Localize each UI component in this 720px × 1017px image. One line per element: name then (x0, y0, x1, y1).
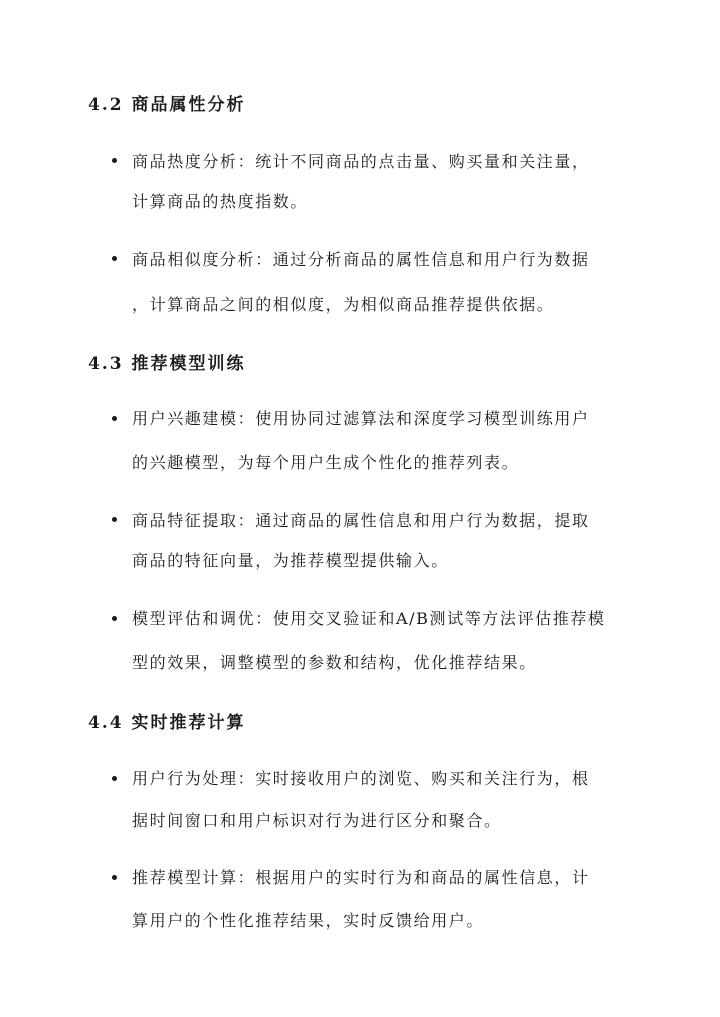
bullet-dot (112, 517, 117, 522)
section-heading-4-3: 4.3 推荐模型训练 (88, 354, 246, 374)
bullet-text-line: 商品的特征向量，为推荐模型提供输入。 (132, 551, 449, 570)
bullet-dot (112, 616, 117, 621)
bullet-text-line: 据时间窗口和用户标识对行为进行区分和聚合。 (132, 811, 502, 830)
section-heading-4-2: 4.2 商品属性分析 (88, 95, 246, 115)
bullet-text-line: 商品热度分析：统计不同商品的点击量、购买量和关注量， (132, 152, 590, 171)
bullet-text-line: 商品相似度分析：通过分析商品的属性信息和用户行为数据 (132, 250, 590, 269)
bullet-text-line: 用户行为处理：实时接收用户的浏览、购买和关注行为，根 (132, 769, 590, 788)
bullet-text-line: 用户兴趣建模：使用协同过滤算法和深度学习模型训练用户 (132, 409, 590, 428)
section-heading-4-4: 4.4 实时推荐计算 (88, 713, 246, 733)
bullet-dot (112, 776, 117, 781)
bullet-dot (112, 158, 117, 163)
bullet-text-line: 算用户的个性化推荐结果，实时反馈给用户。 (132, 911, 485, 930)
bullet-text-line: 推荐模型计算：根据用户的实时行为和商品的属性信息，计 (132, 868, 590, 887)
bullet-text-line: 的兴趣模型，为每个用户生成个性化的推荐列表。 (132, 453, 520, 472)
bullet-dot (112, 875, 117, 880)
bullet-text-line: 计算商品的热度指数。 (132, 192, 309, 211)
bullet-text-line: ，计算商品之间的相似度，为相似商品推荐提供依据。 (132, 295, 555, 314)
bullet-dot (112, 416, 117, 421)
bullet-dot (112, 256, 117, 261)
bullet-text-line: 模型评估和调优：使用交叉验证和A/B测试等方法评估推荐模 (132, 609, 606, 628)
bullet-text-line: 商品特征提取：通过商品的属性信息和用户行为数据，提取 (132, 511, 590, 530)
bullet-text-line: 型的效果，调整模型的参数和结构，优化推荐结果。 (132, 653, 537, 672)
